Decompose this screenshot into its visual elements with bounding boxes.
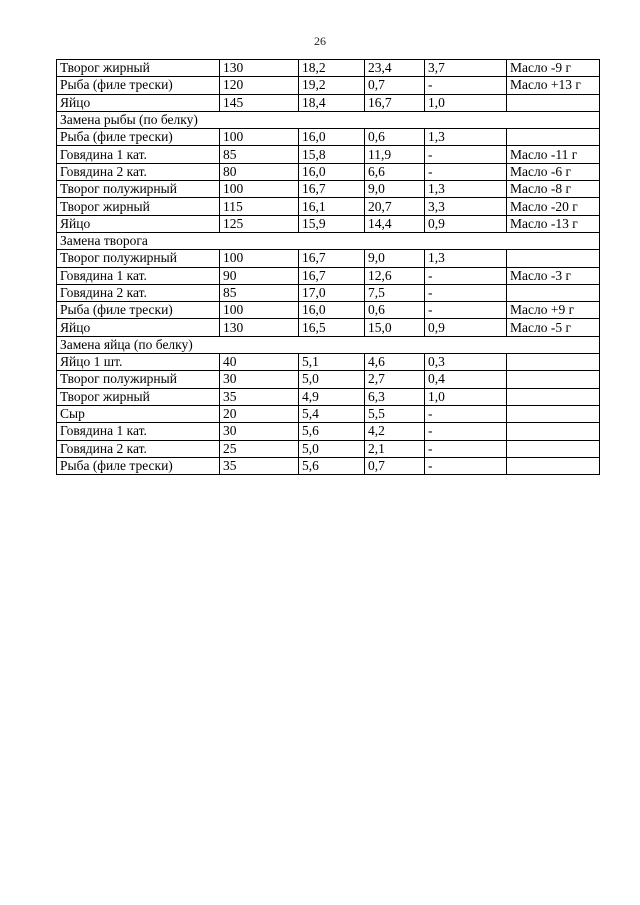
table-row xyxy=(57,60,600,77)
protein-cell: 18,4 xyxy=(299,94,365,111)
weight-cell: 145 xyxy=(220,94,299,111)
table-row xyxy=(57,284,600,301)
note-cell: Масло -8 г xyxy=(507,181,600,198)
weight-cell: 85 xyxy=(220,284,299,301)
table-row xyxy=(57,163,600,180)
note-cell xyxy=(507,129,600,146)
protein-cell: 4,9 xyxy=(299,388,365,405)
protein-cell: 5,0 xyxy=(299,371,365,388)
weight-cell: 100 xyxy=(220,302,299,319)
table-row xyxy=(57,146,600,163)
note-cell xyxy=(507,388,600,405)
weight-cell: 130 xyxy=(220,319,299,336)
product-name-cell: Рыба (филе трески) xyxy=(57,77,220,94)
fat-cell: 2,1 xyxy=(365,440,425,457)
fat-cell: 9,0 xyxy=(365,181,425,198)
carbs-cell: 3,7 xyxy=(425,60,507,77)
protein-cell: 5,6 xyxy=(299,457,365,474)
fat-cell: 12,6 xyxy=(365,267,425,284)
protein-cell: 16,7 xyxy=(299,250,365,267)
weight-cell: 100 xyxy=(220,181,299,198)
protein-cell: 16,0 xyxy=(299,163,365,180)
protein-cell: 5,0 xyxy=(299,440,365,457)
carbs-cell: 1,3 xyxy=(425,181,507,198)
carbs-cell: 1,3 xyxy=(425,250,507,267)
carbs-cell: 1,0 xyxy=(425,388,507,405)
protein-cell: 16,7 xyxy=(299,181,365,198)
protein-cell: 15,9 xyxy=(299,215,365,232)
fat-cell: 9,0 xyxy=(365,250,425,267)
section-header-row xyxy=(57,336,600,353)
carbs-cell: - xyxy=(425,302,507,319)
protein-cell: 16,5 xyxy=(299,319,365,336)
carbs-cell: - xyxy=(425,146,507,163)
carbs-cell: - xyxy=(425,284,507,301)
product-name-cell: Рыба (филе трески) xyxy=(57,457,220,474)
table-row xyxy=(57,423,600,440)
section-title: Замена творога xyxy=(57,232,600,249)
note-cell: Масло +13 г xyxy=(507,77,600,94)
product-name-cell: Творог жирный xyxy=(57,198,220,215)
table-row xyxy=(57,94,600,111)
product-name-cell: Говядина 1 кат. xyxy=(57,423,220,440)
table-row xyxy=(57,77,600,94)
note-cell xyxy=(507,423,600,440)
fat-cell: 0,6 xyxy=(365,302,425,319)
weight-cell: 30 xyxy=(220,371,299,388)
weight-cell: 100 xyxy=(220,250,299,267)
fat-cell: 0,7 xyxy=(365,77,425,94)
product-name-cell: Рыба (филе трески) xyxy=(57,302,220,319)
carbs-cell: - xyxy=(425,440,507,457)
carbs-cell: - xyxy=(425,163,507,180)
protein-cell: 5,4 xyxy=(299,405,365,422)
table-row xyxy=(57,457,600,474)
protein-cell: 15,8 xyxy=(299,146,365,163)
protein-cell: 16,7 xyxy=(299,267,365,284)
table-row xyxy=(57,129,600,146)
carbs-cell: 0,4 xyxy=(425,371,507,388)
note-cell xyxy=(507,94,600,111)
note-cell: Масло +9 г xyxy=(507,302,600,319)
weight-cell: 20 xyxy=(220,405,299,422)
weight-cell: 125 xyxy=(220,215,299,232)
note-cell xyxy=(507,405,600,422)
weight-cell: 100 xyxy=(220,129,299,146)
protein-cell: 16,0 xyxy=(299,129,365,146)
product-name-cell: Говядина 2 кат. xyxy=(57,284,220,301)
weight-cell: 115 xyxy=(220,198,299,215)
fat-cell: 20,7 xyxy=(365,198,425,215)
product-name-cell: Говядина 1 кат. xyxy=(57,267,220,284)
fat-cell: 15,0 xyxy=(365,319,425,336)
table-row xyxy=(57,319,600,336)
fat-cell: 23,4 xyxy=(365,60,425,77)
fat-cell: 0,7 xyxy=(365,457,425,474)
weight-cell: 85 xyxy=(220,146,299,163)
product-name-cell: Рыба (филе трески) xyxy=(57,129,220,146)
protein-cell: 17,0 xyxy=(299,284,365,301)
carbs-cell: 0,3 xyxy=(425,354,507,371)
fat-cell: 16,7 xyxy=(365,94,425,111)
protein-cell: 5,6 xyxy=(299,423,365,440)
table-row xyxy=(57,250,600,267)
weight-cell: 120 xyxy=(220,77,299,94)
product-name-cell: Яйцо xyxy=(57,94,220,111)
protein-cell: 16,1 xyxy=(299,198,365,215)
carbs-cell: 3,3 xyxy=(425,198,507,215)
weight-cell: 80 xyxy=(220,163,299,180)
section-header-row xyxy=(57,232,600,249)
section-header-row xyxy=(57,111,600,128)
note-cell xyxy=(507,457,600,474)
weight-cell: 30 xyxy=(220,423,299,440)
section-title: Замена рыбы (по белку) xyxy=(57,111,600,128)
table-row xyxy=(57,354,600,371)
fat-cell: 5,5 xyxy=(365,405,425,422)
carbs-cell: - xyxy=(425,405,507,422)
table-row xyxy=(57,440,600,457)
fat-cell: 14,4 xyxy=(365,215,425,232)
protein-cell: 5,1 xyxy=(299,354,365,371)
weight-cell: 35 xyxy=(220,388,299,405)
note-cell xyxy=(507,371,600,388)
note-cell xyxy=(507,284,600,301)
carbs-cell: 0,9 xyxy=(425,215,507,232)
carbs-cell: - xyxy=(425,77,507,94)
page-number: 26 xyxy=(314,34,326,48)
note-cell xyxy=(507,440,600,457)
carbs-cell: 1,3 xyxy=(425,129,507,146)
fat-cell: 7,5 xyxy=(365,284,425,301)
table-row xyxy=(57,267,600,284)
table-row xyxy=(57,215,600,232)
protein-cell: 16,0 xyxy=(299,302,365,319)
weight-cell: 25 xyxy=(220,440,299,457)
product-name-cell: Творог полужирный xyxy=(57,181,220,198)
table-body xyxy=(57,60,600,475)
carbs-cell: - xyxy=(425,267,507,284)
fat-cell: 4,2 xyxy=(365,423,425,440)
product-name-cell: Говядина 2 кат. xyxy=(57,163,220,180)
product-name-cell: Творог полужирный xyxy=(57,250,220,267)
note-cell: Масло -20 г xyxy=(507,198,600,215)
fat-cell: 6,3 xyxy=(365,388,425,405)
note-cell: Масло -5 г xyxy=(507,319,600,336)
note-cell: Масло -6 г xyxy=(507,163,600,180)
product-name-cell: Говядина 2 кат. xyxy=(57,440,220,457)
note-cell: Масло -11 г xyxy=(507,146,600,163)
note-cell xyxy=(507,250,600,267)
table-row xyxy=(57,388,600,405)
product-name-cell: Сыр xyxy=(57,405,220,422)
product-name-cell: Творог полужирный xyxy=(57,371,220,388)
weight-cell: 90 xyxy=(220,267,299,284)
product-name-cell: Яйцо xyxy=(57,215,220,232)
fat-cell: 0,6 xyxy=(365,129,425,146)
weight-cell: 130 xyxy=(220,60,299,77)
food-substitution-table xyxy=(56,59,600,475)
fat-cell: 6,6 xyxy=(365,163,425,180)
product-name-cell: Яйцо 1 шт. xyxy=(57,354,220,371)
table-row xyxy=(57,405,600,422)
weight-cell: 35 xyxy=(220,457,299,474)
note-cell: Масло -3 г xyxy=(507,267,600,284)
weight-cell: 40 xyxy=(220,354,299,371)
protein-cell: 18,2 xyxy=(299,60,365,77)
carbs-cell: 0,9 xyxy=(425,319,507,336)
product-name-cell: Творог жирный xyxy=(57,60,220,77)
product-name-cell: Яйцо xyxy=(57,319,220,336)
fat-cell: 2,7 xyxy=(365,371,425,388)
note-cell xyxy=(507,354,600,371)
carbs-cell: - xyxy=(425,457,507,474)
table-row xyxy=(57,371,600,388)
carbs-cell: 1,0 xyxy=(425,94,507,111)
table-row xyxy=(57,302,600,319)
protein-cell: 19,2 xyxy=(299,77,365,94)
note-cell: Масло -9 г xyxy=(507,60,600,77)
fat-cell: 11,9 xyxy=(365,146,425,163)
carbs-cell: - xyxy=(425,423,507,440)
product-name-cell: Говядина 1 кат. xyxy=(57,146,220,163)
table-row xyxy=(57,198,600,215)
product-name-cell: Творог жирный xyxy=(57,388,220,405)
note-cell: Масло -13 г xyxy=(507,215,600,232)
section-title: Замена яйца (по белку) xyxy=(57,336,600,353)
table-row xyxy=(57,181,600,198)
fat-cell: 4,6 xyxy=(365,354,425,371)
